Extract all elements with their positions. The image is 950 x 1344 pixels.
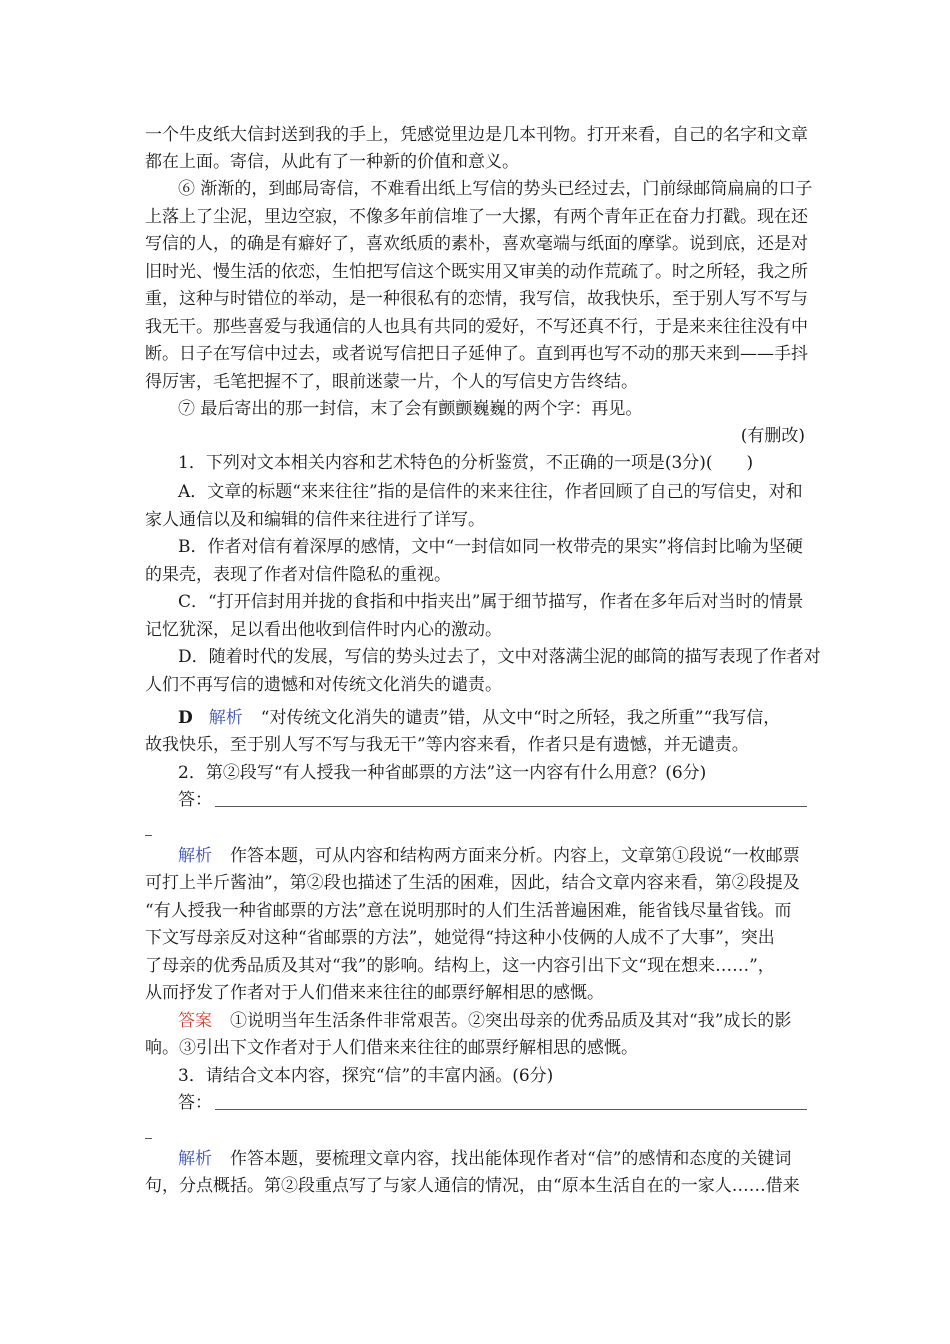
question-2-analysis-line: “有人授我一种省邮票的方法”意在说明那时的人们生活普遍困难，能省钱尽量省钱。而 xyxy=(145,901,792,921)
paragraph-6-line: 上落上了尘泥，里边空寂，不像多年前信堆了一大摞，有两个青年正在奋力打戳。现在还 xyxy=(145,207,808,227)
analysis-label: 解析 xyxy=(178,1149,212,1169)
option-c-line: C．“打开信封用并拢的食指和中指夹出”属于细节描写，作者在多年后对当时的情景 xyxy=(178,592,804,612)
option-d-line: D．随着时代的发展，写信的势头过去了，文中对落满尘泥的邮筒的描写表现了作者对 xyxy=(178,647,821,667)
question-2-analysis-line: 从而抒发了作者对于人们借来来往往的邮票纾解相思的感慨。 xyxy=(145,983,604,1003)
passage-line: 都在上面。寄信，从此有了一种新的价值和意义。 xyxy=(145,152,519,172)
paragraph-6-line: 写信的人，的确是有癖好了，喜欢纸质的素朴，喜欢毫端与纸面的摩挲。说到底，还是对 xyxy=(145,234,808,254)
question-3-analysis-line: 句，分点概括。第②段重点写了与家人通信的情况，由“原本生活自在的一家人……借来 xyxy=(145,1176,800,1196)
analysis-label: 解析 xyxy=(178,846,212,866)
paragraph-6-line: 旧时光、慢生活的依恋，生怕把写信这个既实用又审美的动作荒疏了。时之所轻，我之所 xyxy=(145,262,808,282)
answer-letter: D xyxy=(178,708,193,728)
answer-blank-line[interactable] xyxy=(215,806,807,807)
source-note: (有删改) xyxy=(740,426,805,446)
answer-blank-continuation xyxy=(145,835,152,836)
answer-blank-line[interactable] xyxy=(215,1109,807,1110)
question-3-analysis-line xyxy=(178,1148,791,1170)
answer-text: ①说明当年生活条件非常艰苦。②突出母亲的优秀品质及其对“我”成长的影 xyxy=(230,1011,792,1031)
question-1-analysis-line xyxy=(178,707,780,729)
answer-label: 答案 xyxy=(178,1011,212,1031)
option-a-line: A．文章的标题“来来往往”指的是信件的来来往往，作者回顾了自己的写信史，对和 xyxy=(178,482,803,502)
paragraph-6-line: ⑥ 渐渐的，到邮局寄信，不难看出纸上写信的势头已经过去，门前绿邮筒扁扁的口子 xyxy=(178,179,813,199)
question-2-analysis-line: 了母亲的优秀品质及其对“我”的影响。结构上，这一内容引出下文“现在想来……”， xyxy=(145,956,775,976)
answer-blank-continuation xyxy=(145,1138,152,1139)
option-c-line: 记忆犹深，足以看出他收到信件时内心的激动。 xyxy=(145,620,502,640)
paragraph-6-line: 得厉害，毛笔把握不了，眼前迷蒙一片，个人的写信史方告终结。 xyxy=(145,372,638,392)
option-d-line: 人们不再写信的遗憾和对传统文化消失的谴责。 xyxy=(145,675,502,695)
answer-prefix: 答： xyxy=(178,1093,212,1113)
paragraph-6-line: 重，这种与时错位的举动，是一种很私有的恋情，我写信，故我快乐，至于别人写不写与 xyxy=(145,289,808,309)
analysis-text: 作答本题，要梳理文章内容，找出能体现作者对“信”的感情和态度的关键词 xyxy=(230,1149,792,1169)
option-b-line: 的果壳，表现了作者对信件隐私的重视。 xyxy=(145,565,451,585)
question-2-analysis-line: 可打上半斤酱油”，第②段也描述了生活的困难，因此，结合文章内容来看，第②段提及 xyxy=(145,873,800,893)
analysis-text: “对传统文化消失的谴责”错，从文中“时之所轻，我之所重”“我写信， xyxy=(260,708,781,728)
passage-line: 一个牛皮纸大信封送到我的手上，凭感觉里边是几本刊物。打开来看，自己的名字和文章 xyxy=(145,125,808,145)
question-2-answer-line xyxy=(178,1010,791,1032)
question-2-stem: 2．第②段写“有人授我一种省邮票的方法”这一内容有什么用意？(6分) xyxy=(178,763,707,783)
option-b-line: B．作者对信有着深厚的感情，文中“一封信如同一枚带壳的果实”将信封比喻为坚硬 xyxy=(178,537,803,557)
question-2-analysis-line xyxy=(178,845,800,867)
question-3-stem: 3．请结合文本内容，探究“信”的丰富内涵。(6分) xyxy=(178,1066,554,1086)
answer-prefix: 答： xyxy=(178,790,212,810)
paragraph-6-line: 我无干。那些喜爱与我通信的人也具有共同的爱好，不写还真不行，于是来来往往没有中 xyxy=(145,317,808,337)
question-1-stem: 1．下列对文本相关内容和艺术特色的分析鉴赏，不正确的一项是(3分)( ) xyxy=(178,453,754,473)
question-1-analysis-line: 故我快乐，至于别人写不写与我无干”等内容来看，作者只是有遗憾，并无谴责。 xyxy=(145,735,749,755)
paragraph-7: ⑦ 最后寄出的那一封信，末了会有颤颤巍巍的两个字：再见。 xyxy=(178,399,643,419)
paragraph-6-line: 断。日子在写信中过去，或者说写信把日子延伸了。直到再也写不动的那天来到——手抖 xyxy=(145,344,808,364)
analysis-text: 作答本题，可从内容和结构两方面来分析。内容上，文章第①段说“一枚邮票 xyxy=(230,846,800,866)
question-2-analysis-line: 下文写母亲反对这种“省邮票的方法”，她觉得“持这种小伎俩的人成不了大事”，突出 xyxy=(145,928,775,948)
option-a-line: 家人通信以及和编辑的信件来往进行了详写。 xyxy=(145,510,485,530)
analysis-label: 解析 xyxy=(208,708,243,728)
question-2-answer-line: 响。③引出下文作者对于人们借来来往往的邮票纾解相思的感慨。 xyxy=(145,1038,638,1058)
